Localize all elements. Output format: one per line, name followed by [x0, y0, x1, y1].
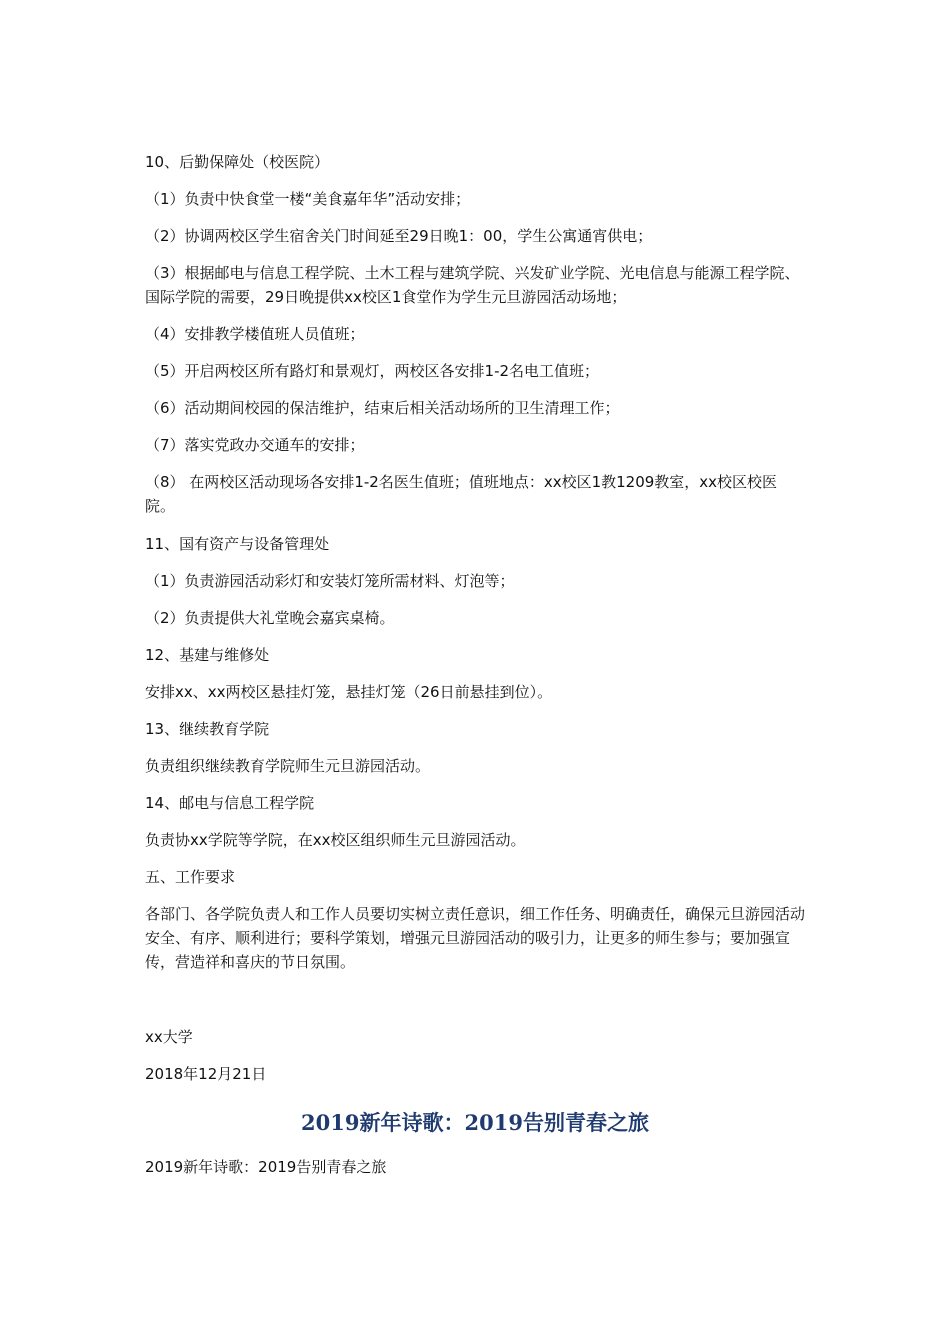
paragraph: （2）协调两校区学生宿舍关门时间延至29日晚1：00，学生公寓通宵供电； — [145, 227, 653, 245]
paragraph: （4）安排教学楼值班人员值班； — [145, 325, 365, 343]
section-13-heading: 13、继续教育学院 — [145, 720, 270, 738]
signature-date: 2018年12月21日 — [145, 1065, 267, 1083]
section-14-heading: 14、邮电与信息工程学院 — [145, 794, 315, 812]
paragraph: （1）负责游园活动彩灯和安装灯笼所需材料、灯泡等； — [145, 572, 515, 590]
section-5-heading: 五、工作要求 — [145, 868, 236, 886]
paragraph: （2）负责提供大礼堂晚会嘉宾桌椅。 — [145, 609, 395, 627]
paragraph: （5）开启两校区所有路灯和景观灯，两校区各安排1-2名电工值班； — [145, 362, 600, 380]
paragraph: （8） 在两校区活动现场各安排1-2名医生值班；值班地点：xx校区1教1209教室，xx校区校医院。 — [145, 473, 778, 515]
paragraph: （3）根据邮电与信息工程学院、土木工程与建筑学院、兴发矿业学院、光电信息与能源工程学院、国际学院的需要，29日晚提供xx校区1食堂作为学生元旦游园活动场地； — [145, 264, 800, 306]
paragraph: 负责协xx学院等学院，在xx校区组织师生元旦游园活动。 — [145, 831, 526, 849]
signature-org: xx大学 — [145, 1028, 193, 1046]
article-title[interactable]: 2019新年诗歌：2019告别青春之旅 — [301, 1110, 649, 1135]
paragraph: （6）活动期间校园的保洁维护，结束后相关活动场所的卫生清理工作； — [145, 399, 620, 417]
section-11-heading: 11、国有资产与设备管理处 — [145, 535, 330, 553]
paragraph: （1）负责中快食堂一楼“美食嘉年华”活动安排； — [145, 190, 471, 208]
paragraph: 负责组织继续教育学院师生元旦游园活动。 — [145, 757, 431, 775]
paragraph: （7）落实党政办交通车的安排； — [145, 436, 365, 454]
paragraph: 安排xx、xx两校区悬挂灯笼，悬挂灯笼（26日前悬挂到位）。 — [145, 683, 553, 701]
section-10-heading: 10、后勤保障处（校医院） — [145, 153, 330, 171]
paragraph: 各部门、各学院负责人和工作人员要切实树立责任意识，细工作任务、明确责任，确保元旦游园活动安全、有序、顺利进行；要科学策划，增强元旦游园活动的吸引力，让更多的师生参与；要加强宣传，营造祥和喜庆的节日氛围。 — [145, 905, 806, 971]
section-12-heading: 12、基建与维修处 — [145, 646, 270, 664]
article-intro: 2019新年诗歌：2019告别青春之旅 — [145, 1158, 387, 1176]
